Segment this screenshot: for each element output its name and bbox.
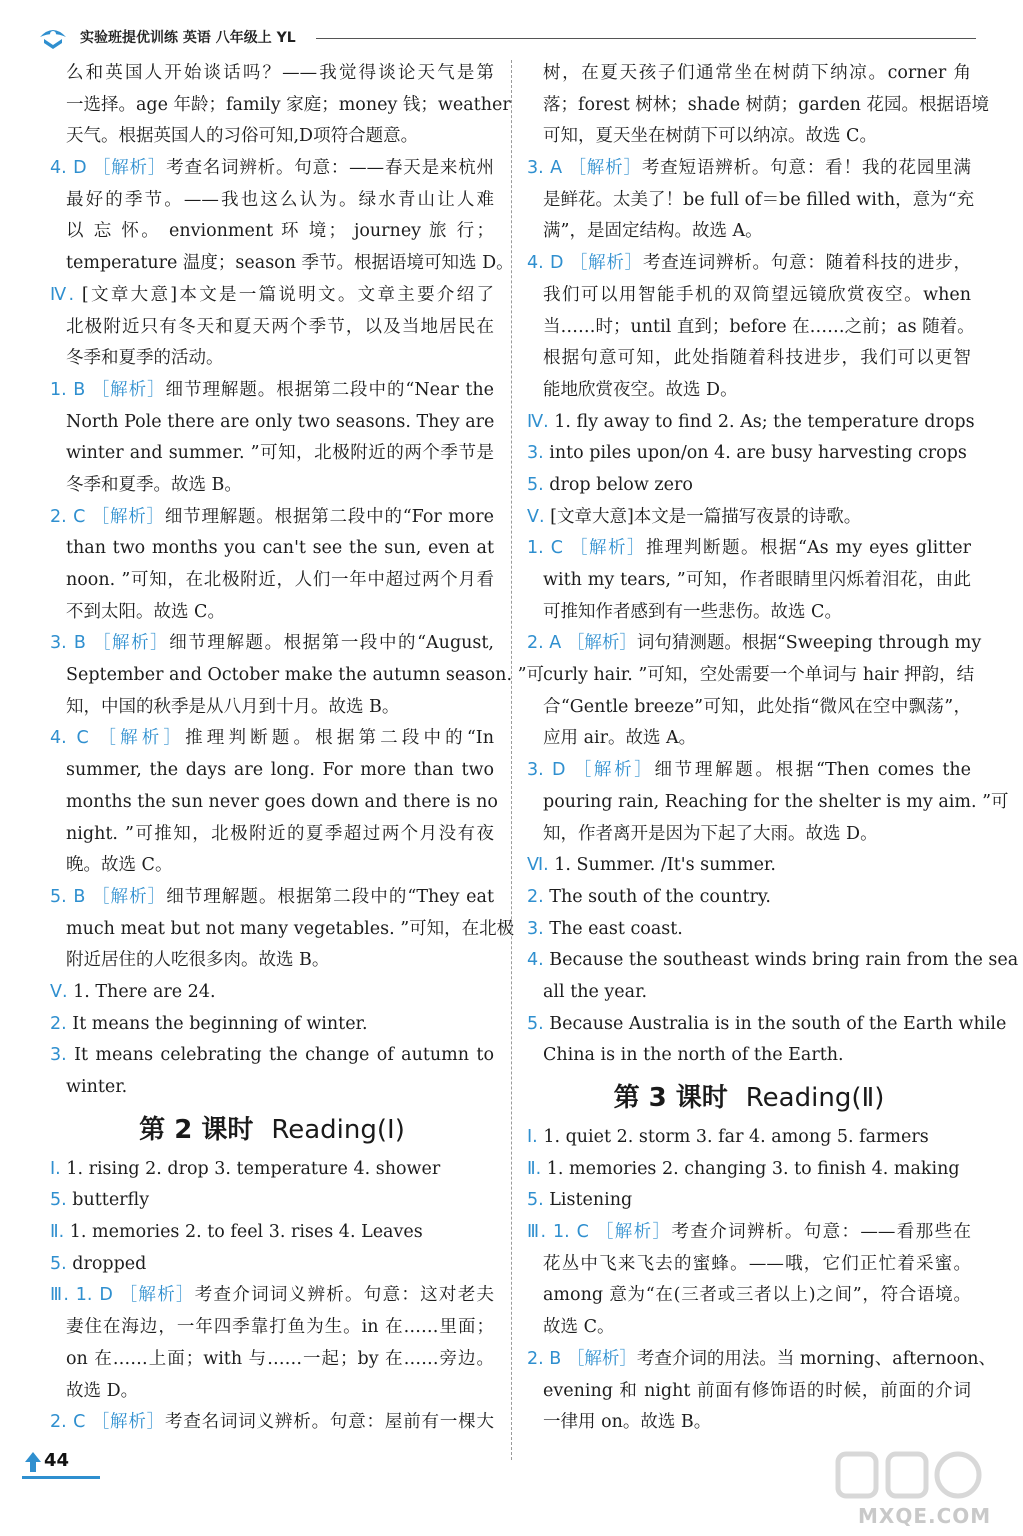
item-number: 2. xyxy=(527,633,544,654)
answer-line xyxy=(50,153,494,185)
answer-line xyxy=(50,1312,494,1344)
answer-line xyxy=(50,407,494,439)
item-number: 3. xyxy=(50,633,67,654)
answer-line xyxy=(527,121,971,153)
answer-tag: A ［解析］ xyxy=(549,633,637,654)
item-number: 4. xyxy=(527,950,544,971)
answer-line xyxy=(527,533,971,565)
answer-text: 词句猜测题。根据“Sweeping through my xyxy=(636,633,982,654)
answer-tag: D ［解析］ xyxy=(73,158,167,179)
answer-tag: A ［解析］ xyxy=(550,158,642,179)
answer-line xyxy=(527,1122,971,1154)
answer-tag: C ［解析］ xyxy=(550,538,647,559)
answer-text: Because the southeast winds bring rain from the sea xyxy=(549,950,1019,971)
item-number: 5. xyxy=(527,1013,544,1034)
answer-line xyxy=(50,470,494,502)
answer-text: noon. ”可知，在北极附近，人们一年中超过两个月看 xyxy=(66,570,494,590)
answer-line xyxy=(527,438,971,470)
answer-text: 考查名词词义辨析。句意：屋前有一棵大 xyxy=(165,1412,494,1433)
answer-text: 1. There are 24. xyxy=(73,981,216,1002)
answer-line xyxy=(527,692,971,724)
answer-line xyxy=(50,1344,494,1376)
answer-text: It means celebrating the change of autumn to xyxy=(74,1045,494,1066)
answer-line xyxy=(527,660,975,692)
item-number: 4. xyxy=(50,728,67,749)
answer-text: 考查介词的用法。当 morning、afternoon、 xyxy=(636,1348,997,1369)
answer-text: evening 和 night 前面有修饰语的时候，前面的介词 xyxy=(543,1380,971,1401)
answer-text: 故选 D。 xyxy=(66,1380,139,1401)
answer-text: 细节理解题。根据第二段中的“They eat xyxy=(166,886,494,907)
answer-line xyxy=(527,914,971,946)
answer-line xyxy=(50,1407,494,1439)
page-header xyxy=(38,22,978,52)
answer-line xyxy=(50,343,494,375)
item-number: 3. xyxy=(527,443,544,464)
answer-text: 一选择。age 年龄；family 家庭；money 钱；weather xyxy=(66,94,511,115)
watermark-text: MXQE.COM xyxy=(858,1504,992,1528)
answer-text: North Pole there are only two seasons. They are xyxy=(66,411,495,432)
answer-text: 花丛中飞来飞去的蜜蜂。——哦，它们正忙着采蜜。 xyxy=(543,1253,971,1274)
lesson-heading xyxy=(50,1108,494,1152)
answer-text: It means the beginning of winter. xyxy=(72,1013,368,1034)
item-number: Ⅳ. xyxy=(50,284,75,305)
answer-line xyxy=(527,375,971,407)
answer-line xyxy=(527,787,1009,819)
answer-line xyxy=(50,90,511,122)
answer-text: [文章大意]本文是一篇描写夜景的诗歌。 xyxy=(550,506,862,527)
answer-line xyxy=(527,1185,971,1217)
answer-text: winter. xyxy=(66,1077,128,1097)
answer-line xyxy=(527,1312,971,1344)
item-number: 4. xyxy=(50,158,67,179)
answer-text: 1. quiet 2. storm 3. far 4. among 5. farmers xyxy=(543,1127,929,1147)
answer-text: 1. memories 2. to feel 3. rises 4. Leaves xyxy=(69,1222,423,1243)
answer-text: 落；forest 树林；shade 树荫；garden 花园。根据语境 xyxy=(543,94,990,115)
answer-tag: B ［解析］ xyxy=(73,379,166,400)
answer-text: winter and summer. ”可知，北极附近的两个季节是 xyxy=(66,443,494,464)
answer-text: The east coast. xyxy=(549,918,683,939)
left-column xyxy=(50,58,545,1439)
item-number: 4. xyxy=(527,253,544,274)
answer-tag: 1. D ［解析］ xyxy=(75,1285,195,1306)
answer-line xyxy=(527,565,971,597)
answer-line xyxy=(50,819,494,851)
answer-line xyxy=(527,597,971,629)
lesson-heading-cn: 第 3 课时 xyxy=(613,1083,728,1113)
lesson-heading-cn: 第 2 课时 xyxy=(139,1114,254,1145)
page-number-badge xyxy=(22,1448,82,1478)
answer-text: pouring rain, Reaching for the shelter is my aim. ”可 xyxy=(543,791,1009,812)
page-number: 44 xyxy=(44,1450,70,1471)
answer-line xyxy=(50,565,494,597)
item-number: Ⅴ. xyxy=(50,981,68,1002)
answer-line xyxy=(50,977,494,1009)
answer-line xyxy=(527,977,971,1009)
answer-text: drop below zero xyxy=(549,474,693,495)
item-number: 1. xyxy=(50,379,67,400)
answer-text: months the sun never goes down and there is no xyxy=(66,791,498,812)
answer-text: 我们可以用智能手机的双筒望远镜欣赏夜空。when xyxy=(543,284,971,305)
answer-text: 1. fly away to find 2. As; the temperature drops xyxy=(554,411,975,432)
item-number: 5. xyxy=(50,1253,67,1274)
answer-line xyxy=(50,1217,494,1249)
answer-text: than two months you can't see the sun, even at xyxy=(66,538,494,559)
lesson-heading-en: Reading(Ⅱ) xyxy=(745,1083,885,1113)
lesson-heading-en: Reading(Ⅰ) xyxy=(271,1114,405,1145)
answer-text: among 意为“在(三者或三者以上)之间”，符合语境。 xyxy=(543,1285,971,1306)
answer-text: Listening xyxy=(549,1190,633,1211)
answer-text: 北极附近只有冬天和夏天两个季节，以及当地居民在 xyxy=(66,316,494,337)
answer-text: 知，作者离开是因为下起了大雨。故选 D。 xyxy=(543,823,878,844)
answer-text: 考查介词辨析。句意：——看那些在 xyxy=(671,1222,971,1243)
answer-text: 细节理解题。根据第二段中的“For more xyxy=(164,506,494,527)
answer-text: 附近居住的人吃很多肉。故选 B。 xyxy=(66,950,330,971)
item-number: Ⅲ. xyxy=(527,1222,547,1243)
answer-text: 1. Summer. /It's summer. xyxy=(554,855,776,876)
answer-line xyxy=(527,343,971,375)
answer-line xyxy=(50,248,514,280)
answer-text: 细节理解题。根据第二段中的“Near the xyxy=(165,379,494,400)
answer-text: 一律用 on。故选 B。 xyxy=(543,1412,712,1433)
answer-line xyxy=(50,660,545,692)
answer-line xyxy=(50,1376,494,1408)
answer-line xyxy=(527,90,990,122)
header-rule xyxy=(316,38,976,39)
item-number: 5. xyxy=(527,1190,544,1211)
answer-text: China is in the north of the Earth. xyxy=(543,1045,844,1066)
header-title: 实验班提优训练 英语 八年级上 YL xyxy=(80,30,296,46)
answer-line xyxy=(527,628,982,660)
answer-text: curly hair. ”可知，空处需要一个单词与 hair 押韵，结 xyxy=(543,665,975,686)
answer-line xyxy=(527,882,971,914)
answer-text: 1. rising 2. drop 3. temperature 4. shower xyxy=(66,1158,441,1179)
answer-text: 当……时；until 直到；before 在……之前；as 随着。 xyxy=(543,316,975,337)
answer-text: on 在……上面；with 与……一起；by 在……旁边。 xyxy=(66,1348,494,1369)
answer-line xyxy=(50,755,494,787)
item-number: 1. xyxy=(527,538,544,559)
answer-line xyxy=(527,755,971,787)
answer-text: 最好的季节。——我也这么认为。绿水青山让人难 xyxy=(66,189,494,210)
answer-tag: C ［解析］ xyxy=(73,506,165,527)
lesson-heading xyxy=(527,1076,971,1120)
answer-text: 能地欣赏夜空。故选 D。 xyxy=(543,379,738,400)
answer-line xyxy=(50,882,494,914)
answer-line xyxy=(50,58,494,90)
item-number: 5. xyxy=(50,886,67,907)
answer-text: The south of the country. xyxy=(549,886,771,907)
book-logo-icon xyxy=(38,25,68,49)
answer-tag: 1. C ［解析］ xyxy=(553,1222,672,1243)
answer-tag: C ［解析］ xyxy=(76,728,186,749)
answer-text: dropped xyxy=(72,1253,147,1274)
answer-line xyxy=(527,312,975,344)
answer-text: 冬季和夏季。故选 B。 xyxy=(66,474,242,495)
answer-line xyxy=(50,914,515,946)
answer-line xyxy=(50,185,494,217)
item-number: 3. xyxy=(527,760,544,781)
answer-text: 是鲜花。太美了！be full of＝be filled with，意为“充 xyxy=(543,189,975,210)
right-column xyxy=(527,58,1019,1439)
answer-line xyxy=(527,723,971,755)
answer-text: with my tears, ”可知，作者眼睛里闪烁着泪花，由此 xyxy=(543,570,971,590)
answer-line xyxy=(527,153,971,185)
answer-line xyxy=(50,1280,494,1312)
answer-text: 推理判断题。根据第二段中的“In xyxy=(185,728,494,749)
answer-line xyxy=(527,1344,997,1376)
answer-text: 可推知作者感到有一些悲伤。故选 C。 xyxy=(543,601,842,622)
answer-line xyxy=(50,628,494,660)
answer-line xyxy=(527,945,1019,977)
answer-line xyxy=(50,692,494,724)
item-number: 5. xyxy=(50,1190,67,1211)
answer-line xyxy=(527,1217,971,1249)
item-number: 2. xyxy=(50,1013,67,1034)
answer-line xyxy=(50,121,494,153)
item-number: Ⅱ. xyxy=(527,1158,542,1179)
answer-tag: B ［解析］ xyxy=(73,633,170,654)
answer-line xyxy=(527,1407,971,1439)
answer-line xyxy=(50,438,494,470)
answer-line xyxy=(50,533,494,565)
answer-line xyxy=(527,1376,971,1408)
answer-line xyxy=(527,58,971,90)
answer-line xyxy=(527,1280,971,1312)
answer-text: 妻住在海边，一年四季靠打鱼为生。in 在……里面； xyxy=(66,1317,494,1338)
answer-line xyxy=(50,375,494,407)
answer-text: 考查短语辨析。句意：看！我的花园里满 xyxy=(641,158,971,179)
answer-text: [文章大意]本文是一篇说明文。文章主要介绍了 xyxy=(81,284,494,305)
answer-text: 考查连词辨析。句意：随着科技的进步， xyxy=(642,253,971,274)
item-number: Ⅰ. xyxy=(50,1158,61,1179)
item-number: 5. xyxy=(527,474,544,495)
answer-tag: C ［解析］ xyxy=(73,1412,165,1433)
answer-text: 树，在夏天孩子们通常坐在树荫下纳凉。corner 角 xyxy=(543,63,971,83)
answer-text: 合“Gentle breeze”可知，此处指“微风在空中飘荡”， xyxy=(543,696,971,717)
answer-text: 根据句意可知，此处指随着科技进步，我们可以更智 xyxy=(543,348,971,369)
answer-text: 不到太阳。故选 C。 xyxy=(66,601,225,622)
answer-line xyxy=(50,597,494,629)
answer-line xyxy=(50,1185,494,1217)
answer-text: 天气。根据英国人的习俗可知,D项符合题意。 xyxy=(66,126,419,147)
answer-line xyxy=(50,1072,494,1104)
answer-text: Because Australia is in the south of the Earth while xyxy=(549,1013,1007,1034)
answer-text: 冬季和夏季的活动。 xyxy=(66,348,224,369)
answer-text: 满”，是固定结构。故选 A。 xyxy=(543,221,763,242)
answer-line xyxy=(50,312,494,344)
item-number: 2. xyxy=(50,1412,67,1433)
answer-line xyxy=(527,502,971,534)
answer-text: 么和英国人开始谈话吗？——我觉得谈论天气是第 xyxy=(66,63,494,83)
answer-line xyxy=(50,1040,494,1072)
answer-text: 1. memories 2. changing 3. to finish 4. making xyxy=(546,1158,960,1179)
answer-line xyxy=(50,945,494,977)
item-number: Ⅲ. xyxy=(50,1285,69,1306)
item-number: 3. xyxy=(527,158,544,179)
answer-text: 可知，夏天坐在树荫下可以纳凉。故选 C。 xyxy=(543,126,877,147)
answer-line xyxy=(527,850,971,882)
answer-line xyxy=(527,407,975,439)
answer-tag: B ［解析］ xyxy=(549,1348,637,1369)
item-number: Ⅳ. xyxy=(527,411,549,432)
item-number: Ⅰ. xyxy=(527,1127,538,1147)
answer-text: into piles upon/on 4. are busy harvesting crops xyxy=(549,443,967,464)
answer-line xyxy=(527,470,971,502)
answer-line xyxy=(527,248,971,280)
answer-line xyxy=(527,819,971,851)
answer-text: summer, the days are long. For more than two xyxy=(66,760,494,781)
answer-tag: D ［解析］ xyxy=(550,253,643,274)
answer-line xyxy=(527,216,971,248)
item-number: 3. xyxy=(50,1045,67,1066)
answer-line xyxy=(527,280,971,312)
answer-text: 知，中国的秋季是从八月到十月。故选 B。 xyxy=(66,696,400,717)
answer-line xyxy=(50,280,494,312)
page-number-underline xyxy=(22,1476,100,1479)
item-number: 2. xyxy=(527,886,544,907)
item-number: Ⅵ. xyxy=(527,855,549,876)
answer-text: 故选 C。 xyxy=(543,1317,615,1338)
answer-line xyxy=(50,216,494,248)
answer-text: 应用 air。故选 A。 xyxy=(543,728,697,749)
answer-text: 考查名词辨析。句意：——春天是来杭州 xyxy=(166,158,494,179)
answer-line xyxy=(527,185,975,217)
item-number: 2. xyxy=(50,506,67,527)
answer-line xyxy=(527,1154,971,1186)
answer-line xyxy=(50,723,494,755)
answer-text: 细节理解题。根据“Then comes the xyxy=(654,760,971,781)
item-number: Ⅴ. xyxy=(527,506,545,527)
answer-line xyxy=(527,1009,1007,1041)
column-divider xyxy=(511,60,512,1460)
answer-line xyxy=(50,1249,494,1281)
answer-text: all the year. xyxy=(543,981,648,1002)
answer-tag: B ［解析］ xyxy=(73,886,167,907)
answer-line xyxy=(50,787,498,819)
answer-text: temperature 温度；season 季节。根据语境可知选 D。 xyxy=(66,253,514,274)
answer-text: butterfly xyxy=(72,1190,150,1211)
answer-line xyxy=(50,1154,494,1186)
item-number: Ⅱ. xyxy=(50,1222,65,1243)
answer-text: 晚。故选 C。 xyxy=(66,855,173,876)
up-arrow-icon xyxy=(24,1450,42,1474)
answer-text: 推理判断题。根据“As my eyes glitter xyxy=(646,538,971,559)
answer-text: September and October make the autumn season. ”可 xyxy=(66,665,545,686)
answer-line xyxy=(527,1040,971,1072)
answer-text: 以 忘 怀。 envionment 环 境； journey 旅 行； xyxy=(66,221,494,242)
answer-text: 细节理解题。根据第一段中的“August, xyxy=(169,633,494,654)
item-number: 3. xyxy=(527,918,544,939)
answer-line xyxy=(50,502,494,534)
item-number: 2. xyxy=(527,1348,544,1369)
answer-tag: D ［解析］ xyxy=(551,760,655,781)
answer-line xyxy=(50,850,494,882)
answer-line xyxy=(527,1249,971,1281)
answer-text: much meat but not many vegetables. ”可知，在北极 xyxy=(66,918,515,939)
answer-text: night. ”可推知，北极附近的夏季超过两个月没有夜 xyxy=(66,823,494,844)
answer-line xyxy=(50,1009,494,1041)
answer-text: 考查介词词义辨析。句意：这对老夫 xyxy=(194,1285,494,1306)
